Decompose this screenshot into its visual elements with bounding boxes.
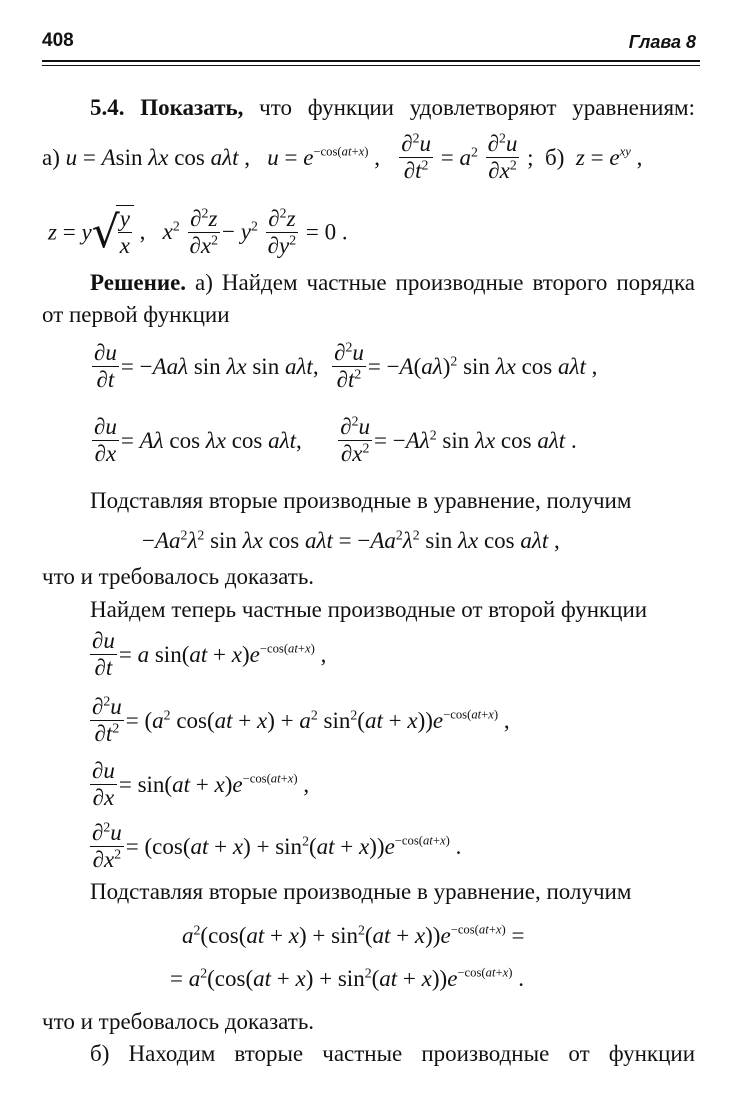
equation-5: $\frac{\partial^2u}{\partial t^2}$ = ($a^2$ $\cos(at + x) + a^2$ $\sin^2(at + x))e^{-cos(at+x)}$ , <box>92 693 510 747</box>
equation-8: $a^2(\cos(at + x) + \sin^2(at + x))e^{-cos(at+x)}$ = <box>182 922 525 948</box>
problem-number: 5.4. <box>90 95 125 120</box>
problem-text: что функции удовлетворяют уравнениям: <box>243 95 695 120</box>
equation-6: $\frac{\partial u}{\partial x}$ = $\sin(at + x)e^{-cos(at+x)}$ , <box>92 758 310 811</box>
chapter-title: Глава 8 <box>628 32 696 52</box>
solution-text-1: а) Найдем частные производные второго порядка <box>186 270 695 295</box>
problem-line-2: а) u = Asin λx cos aλt , $u = e^{-cos(at+x)}$ , $\frac{\partial^2u}{\partial t^2}$ = $a^2$ $\frac{\partial^2u}{\partial x^2}$ ; б) $z = e^{xy}$ , <box>42 130 643 184</box>
problem-statement <box>90 96 695 119</box>
solution-intro <box>90 271 695 294</box>
solution-text-2: от первой функции <box>42 302 230 327</box>
solution-text-3: Подставляя вторые производные в уравнение, получим <box>90 488 632 513</box>
solution-text-7: что и требовалось доказать. <box>42 1009 315 1034</box>
problem-line-3: z = y√ $\frac{y}{x}$ , $x^2$ $\frac{\partial^2z}{\partial x^2}$ − $y^2$ $\frac{\partial^2z}{\partial y^2}$ = 0 . <box>48 204 348 259</box>
equation-4: $\frac{\partial u}{\partial t}$ = a $\sin(at + x)e^{-cos(at+x)}$ , <box>92 628 327 681</box>
solution-lead: Решение. <box>90 270 187 295</box>
header-rule-thin <box>42 65 700 66</box>
equation-3: $-Aa^2\lambda^2$ sin λx $\cos a\lambda t = -Aa^2\lambda^2$ sin λx cos aλt , <box>142 527 560 553</box>
equation-2: $\frac{\partial u}{\partial x}$ = Aλ cos λx cos aλt, $\frac{\partial^2u}{\partial x^2}$ = $-A\lambda^2$ sin λx cos aλt . <box>94 413 577 467</box>
equation-1: $\frac{\partial u}{\partial t}$ = −Aaλ sin λx sin aλt, $\frac{\partial^2u}{\partial t^2}$ = $-A(a\lambda)^2$ sin λx cos aλt , <box>94 339 598 393</box>
equation-9: = $a^2(\cos(at + x) + \sin^2(at + x))e^{-cos(at+x)}$ . <box>170 965 524 991</box>
solution-text-6: Подставляя вторые производные в уравнение, получим <box>90 879 632 904</box>
solution-text-8: б) Находим вторые частные производные от функции <box>90 1041 695 1066</box>
page-number: 408 <box>42 30 74 51</box>
problem-lead: Показать, <box>140 95 244 120</box>
solution-text-4: что и требовалось доказать. <box>42 564 315 589</box>
solution-text-5: Найдем теперь частные производные от второй функции <box>90 597 648 622</box>
header-rule <box>42 60 700 62</box>
equation-7: $\frac{\partial^2u}{\partial x^2}$ = $(\cos(at + x) + \sin^2(at + x))e^{-cos(at+x)}$ . <box>92 819 462 873</box>
